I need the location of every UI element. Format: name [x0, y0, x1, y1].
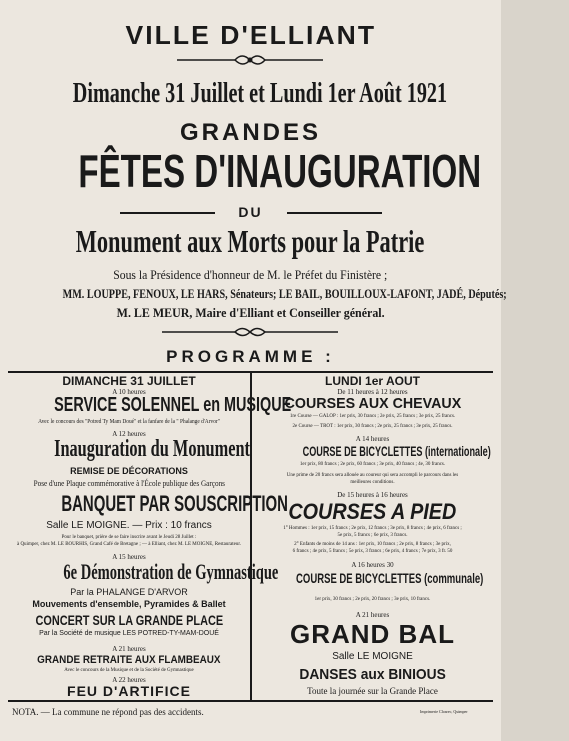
presidence-line: Sous la Présidence d'honneur de M. le Préfet du Finistère ; [113, 267, 388, 282]
concert-heading: CONCERT SUR LA GRANDE PLACE [35, 612, 223, 628]
time-label: A 10 heures [112, 388, 146, 396]
plaque-label: Pose d'une Plaque commémorative à l'École publique des Garçons [33, 479, 225, 488]
nota-footer: NOTA. — La commune ne répond pas des accidents. [12, 707, 204, 717]
feu-heading: FEU D'ARTIFICE [67, 683, 191, 699]
bal-heading: GRAND BAL [290, 619, 455, 649]
communale-prizes: 1er prix, 30 francs ; 2e prix, 20 francs ; 3e prix, 10 francs. [314, 597, 431, 602]
concert-subtitle: Par la Société de musique LES POTRED-TY-MAM-DOUÉ [39, 630, 219, 637]
time-label: A 16 heures 30 [351, 561, 394, 569]
trot-prizes: 2e Course — TROT : 1er prix, 30 francs ; 2e prix, 25 francs ; 3e prix, 25 francs. [292, 424, 453, 429]
dates-line: Dimanche 31 Juillet et Lundi 1er Août 1921 [72, 78, 448, 109]
galop-prizes: 1re Course — GALOP : 1er prix, 30 francs ; 2e prix, 25 francs ; 3e prix, 25 francs. [289, 414, 456, 419]
gymnastique-heading: 6e Démonstration de Gymnastique [63, 559, 279, 584]
bicyclettes-note: meilleures conditions. [350, 480, 395, 485]
courses-pied-heading: COURSES A PIED [288, 499, 457, 524]
enfants-prizes: 2° Enfants de moins de 14 ans : 1er prix, 10 francs ; 2e prix, 8 francs ; 3e prix, [294, 542, 451, 547]
banquet-salle: Salle LE MOIGNE. — Prix : 10 francs [46, 520, 212, 531]
time-label: A 12 heures [112, 430, 146, 438]
enfants-prizes: 6 francs ; 4e prix, 5 francs ; 5e prix, 3 francs ; 6e prix, 4 francs ; 7e prix, 3 fr. 50 [292, 549, 453, 554]
hommes-prizes: 5e prix, 5 francs ; 6e prix, 3 francs. [337, 533, 408, 538]
time-label: A 14 heures [355, 435, 390, 443]
banquet-heading: BANQUET PAR SOUSCRIPTION [61, 491, 288, 516]
retraite-subtitle: Avec le concours de la Musique et de la Société de Gymnastique [64, 668, 194, 673]
banquet-note: à Quimper, chez M. LE BOURHIS, Grand Café de Bretagne ; — à Elliant, chez M. LE MOIGNE, Restaurateur. [16, 542, 242, 547]
grandes-heading: GRANDES [179, 119, 321, 146]
bicyclettes-int-heading: COURSE DE BICYCLETTES (internationale) [302, 443, 491, 459]
banquet-note: Pour le banquet, prière de se faire inscrire avant le Jeudi 28 Juillet : [61, 535, 197, 540]
du-label: DU [238, 204, 263, 220]
time-label: A 21 heures [112, 645, 146, 653]
service-subtitle: Avec le concours des "Potred Ty Mam Doué" et la fanfare de la " Phalange d'Arvor" [38, 419, 220, 425]
ornament-flourish-icon [175, 52, 325, 68]
maire-line: M. LE MEUR, Maire d'Elliant et Conseiller général. [116, 305, 385, 320]
time-label: De 11 heures à 12 heures [337, 388, 408, 396]
retraite-heading: GRANDE RETRAITE AUX FLAMBEAUX [37, 654, 221, 666]
monday-heading: LUNDI 1er AOUT [325, 374, 420, 388]
senateurs-line: MM. LOUPPE, FENOUX, LE HARS, Sénateurs; LE BAIL, BOUILLOUX-LAFONT, JADÉ, Députés; [62, 286, 507, 301]
hommes-prizes: 1° Hommes : 1er prix, 15 francs ; 2e prix, 12 francs ; 3e prix, 8 francs ; 4e prix, 6 francs ; [283, 526, 462, 531]
programme-title: PROGRAMME : [166, 347, 335, 366]
inauguration-heading: Inauguration du Monument [54, 436, 250, 462]
chevaux-heading: COURSES AUX CHEVAUX [284, 395, 461, 412]
fetes-heading: FÊTES D'INAUGURATION [78, 145, 482, 197]
time-label: De 15 heures à 16 heures [337, 491, 408, 499]
bicyclettes-com-heading: COURSE DE BICYCLETTES (communale) [296, 570, 484, 586]
time-label: A 22 heures [112, 676, 146, 684]
sunday-heading: DIMANCHE 31 JUILLET [62, 374, 196, 388]
bal-salle: Salle LE MOIGNE [332, 651, 413, 662]
programme-frame-bottom [8, 700, 493, 702]
danses-heading: DANSES aux BINIOUS [299, 666, 446, 683]
monument-heading: Monument aux Morts pour la Patrie [76, 223, 425, 259]
mouvements-label: Mouvements d'ensemble, Pyramides & Ballet [32, 599, 226, 609]
bicyclettes-prizes: 1er prix, 80 francs ; 2e prix, 60 francs ; 3e prix, 40 francs ; 4e, 30 francs. [299, 462, 446, 467]
bicyclettes-note: Une prime de 20 francs sera allouée au coureur qui sera accompli le parcours dans les [286, 473, 459, 478]
phalange-label: Par la PHALANGE D'ARVOR [70, 587, 188, 597]
ornament-divider-icon [160, 325, 340, 339]
danses-subtitle: Toute la journée sur la Grande Place [307, 686, 438, 696]
sunday-column [8, 373, 292, 699]
service-heading: SERVICE SOLENNEL en MUSIQUE [54, 394, 292, 416]
time-label: A 21 heures [355, 611, 390, 619]
printer-credit: Imprimerie Cloarec, Quimper [420, 709, 468, 714]
town-title: VILLE D'ELLIANT [125, 20, 376, 50]
time-label: A 15 heures [112, 553, 146, 561]
monday-column [252, 373, 493, 698]
remise-label: REMISE DE DÉCORATIONS [70, 466, 188, 476]
